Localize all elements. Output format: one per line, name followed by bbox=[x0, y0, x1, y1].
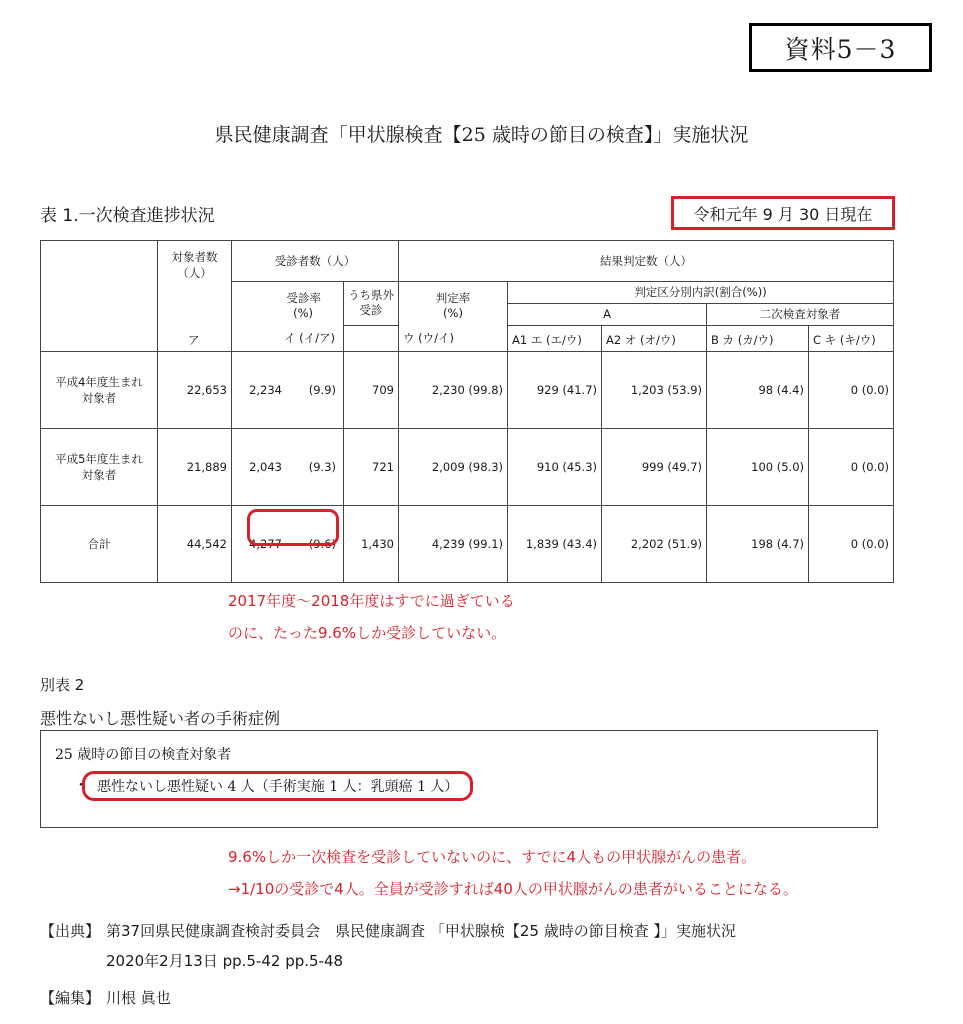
header-target-label: 対象者数 bbox=[171, 250, 218, 264]
cell-a2: 1,203 (53.9) bbox=[602, 351, 707, 428]
note-1-line-2: のに、たった9.6%しか受診していない。 bbox=[228, 624, 507, 642]
progress-table bbox=[40, 240, 894, 583]
header-judge-rate-pct: (%) bbox=[443, 305, 463, 320]
cell-exam-count: 4,277 bbox=[249, 536, 282, 551]
header-judge-rate bbox=[399, 281, 508, 351]
header-exam-rate-formula: イ (イ/ア) bbox=[283, 330, 335, 345]
header-outside-spacer bbox=[344, 325, 399, 351]
cell-exam bbox=[232, 428, 344, 505]
header-blank bbox=[41, 241, 158, 352]
table-row bbox=[41, 428, 894, 505]
header-outside-pref-2: 受診 bbox=[359, 303, 383, 317]
cell-c: 0 (0.0) bbox=[809, 428, 894, 505]
header-row-2 bbox=[41, 281, 894, 303]
cell-b: 100 (5.0) bbox=[707, 428, 809, 505]
cell-exam-rate: (9.9) bbox=[308, 382, 336, 397]
cell-judged: 2,009 (98.3) bbox=[399, 428, 508, 505]
header-judged-count: 結果判定数（人） bbox=[399, 241, 894, 282]
header-a1: A1 エ (エ/ウ) bbox=[508, 325, 602, 351]
cell-outside: 709 bbox=[344, 351, 399, 428]
document-label: 資料5－3 bbox=[749, 23, 932, 72]
cell-c: 0 (0.0) bbox=[809, 505, 894, 582]
row-label bbox=[41, 428, 158, 505]
header-a-code: ア bbox=[158, 325, 232, 351]
row-label-2: 対象者 bbox=[81, 390, 117, 405]
note-2-line-2: →1/10の受診で4人。全員が受診すれば40人の甲状腺がんの患者がいることになる。 bbox=[228, 880, 798, 898]
header-row-1 bbox=[41, 241, 894, 282]
header-target-spacer-2 bbox=[158, 303, 232, 325]
cell-b: 198 (4.7) bbox=[707, 505, 809, 582]
cell-a1: 910 (45.3) bbox=[508, 428, 602, 505]
header-c: C キ (キ/ウ) bbox=[809, 325, 894, 351]
cell-exam-count: 2,043 bbox=[249, 459, 282, 474]
cell-target: 21,889 bbox=[158, 428, 232, 505]
cell-c: 0 (0.0) bbox=[809, 351, 894, 428]
cell-outside: 1,430 bbox=[344, 505, 399, 582]
cell-b: 98 (4.4) bbox=[707, 351, 809, 428]
note-2-line-1: 9.6%しか一次検査を受診していないのに、すでに4人もの甲状腺がんの患者。 bbox=[228, 848, 757, 866]
editor-name: 川根 眞也 bbox=[106, 989, 171, 1007]
table-title: 表 1.一次検査進捗状況 bbox=[40, 206, 215, 226]
source-line-2: 2020年2月13日 pp.5-42 pp.5-48 bbox=[106, 952, 344, 970]
annex-item-highlight: 悪性ないし悪性疑い 4 人（手術実施 1 人：乳頭癌 1 人） bbox=[82, 771, 473, 801]
annex-bullet: ・ bbox=[74, 778, 88, 794]
header-group-a: A bbox=[508, 303, 707, 325]
row-label-1: 平成4年度生まれ bbox=[55, 374, 143, 389]
cell-a2: 2,202 (51.9) bbox=[602, 505, 707, 582]
cell-judged: 2,230 (99.8) bbox=[399, 351, 508, 428]
editor-label: 【編集】 bbox=[40, 989, 101, 1007]
header-b: B カ (カ/ウ) bbox=[707, 325, 809, 351]
cell-a1: 1,839 (43.4) bbox=[508, 505, 602, 582]
cell-exam-rate: (9.6) bbox=[308, 536, 336, 551]
header-a2: A2 オ (オ/ウ) bbox=[602, 325, 707, 351]
highlight-exam-total bbox=[247, 509, 339, 546]
cell-a1: 929 (41.7) bbox=[508, 351, 602, 428]
cell-exam-rate: (9.3) bbox=[308, 459, 336, 474]
header-exam-rate-label: 受診率 bbox=[286, 290, 321, 305]
header-outside-pref bbox=[344, 281, 399, 325]
row-label-total: 合計 bbox=[41, 505, 158, 582]
row-label-1: 平成5年度生まれ bbox=[55, 451, 143, 466]
row-label-2: 対象者 bbox=[81, 467, 117, 482]
cell-outside: 721 bbox=[344, 428, 399, 505]
table-row bbox=[41, 351, 894, 428]
header-judge-rate-formula: ウ (ウ/イ) bbox=[403, 330, 455, 345]
header-examinees: 受診者数（人） bbox=[232, 241, 399, 282]
header-secondary: 二次検査対象者 bbox=[707, 303, 894, 325]
table-row-total bbox=[41, 505, 894, 582]
header-breakdown: 判定区分別内訳(割合(%)) bbox=[508, 281, 894, 303]
annex-title: 別表 2 bbox=[40, 676, 85, 694]
header-target-unit: （人） bbox=[177, 266, 212, 280]
annex-subtitle: 悪性ないし悪性疑い者の手術症例 bbox=[40, 709, 281, 728]
header-exam-rate-pct: (%) bbox=[293, 305, 313, 320]
page-title: 県民健康調査「甲状腺検査【25 歳時の節目の検査】」実施状況 bbox=[214, 124, 749, 146]
annex-heading: 25 歳時の節目の検査対象者 bbox=[55, 747, 232, 763]
cell-exam-count: 2,234 bbox=[249, 382, 282, 397]
row-label bbox=[41, 351, 158, 428]
header-target-spacer bbox=[158, 281, 232, 303]
header-outside-pref-1: うち県外 bbox=[348, 288, 394, 302]
header-target bbox=[158, 241, 232, 282]
header-judge-rate-label: 判定率 bbox=[435, 290, 471, 305]
cell-exam bbox=[232, 351, 344, 428]
source-label: 【出典】 bbox=[40, 922, 101, 940]
note-1-line-1: 2017年度～2018年度はすでに過ぎている bbox=[228, 592, 515, 610]
as-of-date-badge: 令和元年 9 月 30 日現在 bbox=[671, 196, 895, 230]
cell-target: 44,542 bbox=[158, 505, 232, 582]
cell-a2: 999 (49.7) bbox=[602, 428, 707, 505]
cell-target: 22,653 bbox=[158, 351, 232, 428]
header-exam-rate bbox=[232, 281, 344, 351]
cell-judged: 4,239 (99.1) bbox=[399, 505, 508, 582]
source-line-1: 第37回県民健康調査検討委員会 県民健康調査 「甲状腺検【25 歳時の節目検査 】」実施状況 bbox=[106, 922, 736, 940]
